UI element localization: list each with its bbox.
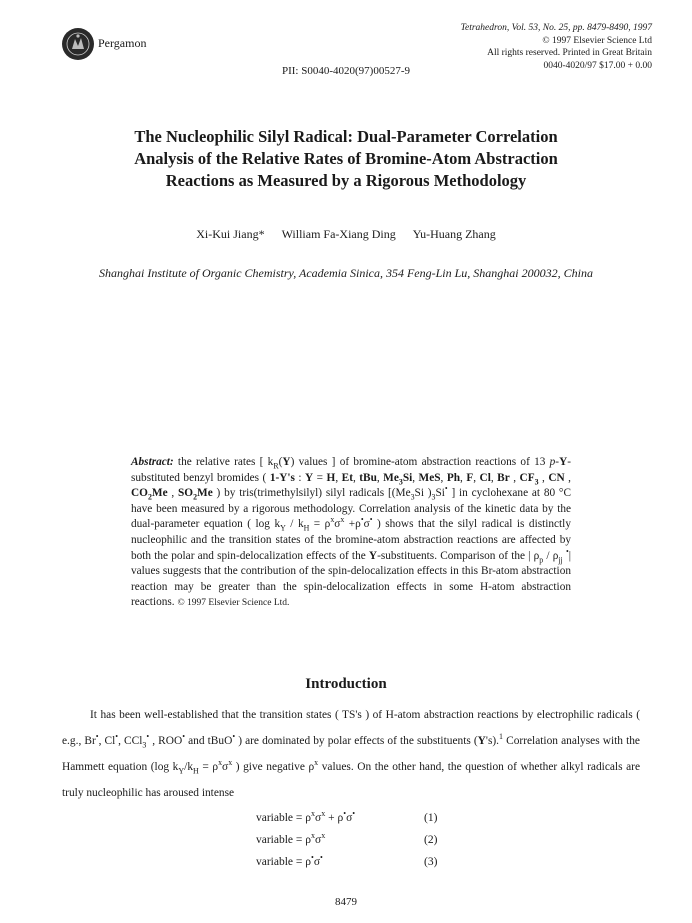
page-number: 8479 [335,896,357,908]
publisher-logo [62,28,94,60]
pii-identifier: PII: S0040-4020(97)00527-9 [281,65,411,77]
introduction-body [62,702,640,806]
publisher-name: Pergamon [98,36,147,50]
equation-number: (1) [424,812,438,824]
equation-number: (2) [424,834,438,846]
journal-line: © 1997 Elsevier Science Ltd [542,35,652,46]
abstract: Abstract: the relative rates [ $k_R(Y)$ values ] of bromine-atom abstraction reactions of 13 p-Y-substituted benzyl bromides ( 1-Y's : Y = H, Et, tBu, $Me_3Si$, MeS, Ph, F, Cl, Br , $CF_3$ , CN , $CO_2Me$ , $SO_2Me$ ) by tris(trimethylsilyl) silyl radicals [($Me_3Si$ )$_3Si^•$ ] in cyclohexane at 80 °C have been measured by a rigorous methodology. Correlation analysis of the kinetic data by the dual-parameter equation ( $\log k_Y / k_H = \rho^x\sigma^x +\rho^•\sigma^•$ ) shows that the silyl radical is distinctly nucleophilic and the transition states of the bromine-atom abstraction reactions are affected by both the polar and spin-delocalization effects of the Y-substituents. Comparison of the | $\rho_p / \rho_{jj}$ •| values suggests that the contribution of the spin-delocalization effects in this Br-atom abstraction reaction may be greater than the spin-delocalization effects in some H-atom abstraction reactions. © 1997 Elsevier Science Ltd. [131,456,571,609]
author-name: William Fa-Xiang Ding [281,227,396,241]
author-name: Xi-Kui Jiang* [196,227,265,241]
pergamon-seal-icon [62,28,94,60]
title-line: Reactions as Measured by a Rigorous Methodology [165,171,527,190]
section-heading: Introduction [305,676,387,692]
journal-line: Tetrahedron, Vol. 53, No. 25, pp. 8479-8490, 1997 [460,23,652,33]
article-title [40,126,652,192]
title-line: Analysis of the Relative Rates of Bromine-Atom Abstraction [134,149,558,168]
paragraph: It has been well-established that the transition states ( TS's ) of H-atom abstraction reactions by electrophilic radicals ( e.g., Br•, Cl•, CCl$_3$• , ROO• and tBuO• ) are dominated by polar effects of the substituents (Y's).$^1$ Correlation analyses with the Hammett equation (log $k_Y/k_H = \rho^x\sigma^x$ ) give negative $\rho^x$ values. On the other hand, the question of whether alkyl radicals are truly nucleophilic has aroused intense [62,709,641,799]
journal-line: 0040-4020/97 $17.00 + 0.00 [543,60,652,71]
abstract-label: Abstract: [131,456,174,468]
equation-number: (3) [424,856,438,868]
author-list [0,227,692,242]
author-name: Yu-Huang Zhang [412,227,496,241]
title-line: The Nucleophilic Silyl Radical: Dual-Parameter Correlation [134,127,558,146]
journal-line: All rights reserved. Printed in Great Britain [487,48,652,58]
affiliation: Shanghai Institute of Organic Chemistry, Academia Sinica, 354 Feng-Lin Lu, Shanghai 200032, China [99,266,593,280]
abstract-copyright: © 1997 Elsevier Science Ltd. [177,598,290,609]
